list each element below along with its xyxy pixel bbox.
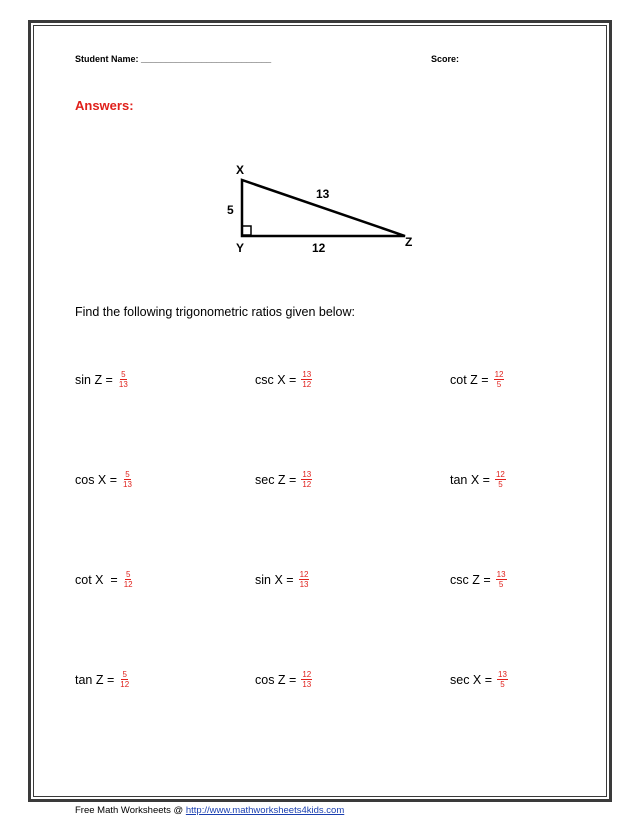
ratio-label: cos Z =	[255, 672, 297, 687]
answer-fraction	[122, 470, 133, 489]
answer-fraction	[118, 370, 129, 389]
side-xy-label: 5	[227, 203, 234, 217]
ratio-label: cot X =	[75, 572, 118, 587]
fraction-denominator: 13	[123, 480, 132, 489]
ratio-label: csc Z =	[450, 572, 491, 587]
vertex-x-label: X	[236, 163, 245, 177]
answer-fraction	[123, 570, 134, 589]
side-xz-label: 13	[316, 187, 330, 201]
answer-fraction	[497, 670, 508, 689]
ratio-label: tan X =	[450, 472, 490, 487]
fraction-denominator: 13	[118, 380, 128, 389]
fraction-denominator: 13	[302, 680, 312, 689]
fraction-numerator: 13	[302, 370, 312, 379]
footer-text: Free Math Worksheets @	[75, 805, 186, 816]
footer	[75, 805, 344, 816]
ratio-item	[450, 370, 504, 389]
ratio-label: sec Z =	[255, 472, 297, 487]
fraction-denominator: 5	[496, 380, 502, 389]
fraction-numerator: 13	[302, 470, 312, 479]
answer-fraction	[496, 570, 507, 589]
fraction-denominator: 12	[120, 680, 130, 689]
side-yz-label: 12	[312, 241, 326, 255]
fraction-denominator: 5	[500, 680, 505, 689]
ratio-label: cos X =	[75, 472, 118, 487]
ratio-label: sin X =	[255, 572, 294, 587]
footer-link[interactable]: http://www.mathworksheets4kids.com	[185, 805, 345, 816]
answer-fraction	[301, 670, 312, 689]
vertex-y-label: Y	[236, 241, 245, 255]
answers-heading: Answers:	[75, 98, 134, 113]
ratio-label: sin Z =	[75, 372, 113, 387]
answer-fraction	[495, 470, 506, 489]
fraction-numerator: 5	[122, 670, 127, 679]
ratio-item	[450, 670, 508, 689]
fraction-numerator: 13	[496, 570, 506, 579]
answer-fraction	[301, 470, 312, 489]
fraction-numerator: 12	[494, 370, 504, 379]
answer-fraction	[301, 370, 312, 389]
fraction-numerator: 5	[125, 470, 130, 479]
ratio-item	[255, 670, 312, 689]
fraction-denominator: 12	[302, 380, 312, 389]
ratio-item	[255, 370, 312, 389]
answer-fraction	[494, 370, 505, 389]
ratio-item	[75, 570, 134, 589]
ratio-item	[255, 470, 312, 489]
student-name-label: Student Name: __________________________	[75, 54, 272, 64]
right-angle-marker	[242, 226, 251, 235]
ratio-label: sec X =	[450, 672, 493, 687]
ratio-item	[75, 670, 130, 689]
answer-fraction	[299, 570, 310, 589]
fraction-numerator: 12	[299, 570, 309, 579]
ratio-label: cot Z =	[450, 372, 489, 387]
right-triangle-diagram	[222, 160, 422, 260]
fraction-denominator: 12	[302, 480, 312, 489]
fraction-numerator: 12	[302, 670, 312, 679]
fraction-denominator: 5	[498, 480, 503, 489]
ratio-item	[255, 570, 309, 589]
fraction-numerator: 5	[121, 370, 126, 379]
vertex-z-label: Z	[405, 235, 413, 249]
ratio-label: csc X =	[255, 372, 297, 387]
ratio-label: tan Z =	[75, 672, 115, 687]
ratio-item	[450, 570, 507, 589]
fraction-numerator: 13	[498, 670, 507, 679]
fraction-denominator: 13	[299, 580, 309, 589]
ratio-item	[75, 470, 133, 489]
fraction-numerator: 12	[495, 470, 505, 479]
answer-fraction	[119, 670, 130, 689]
fraction-denominator: 12	[123, 580, 133, 589]
instructions-text: Find the following trigonometric ratios given below:	[75, 305, 355, 319]
fraction-denominator: 5	[498, 580, 504, 589]
fraction-numerator: 5	[125, 570, 131, 579]
ratio-item	[75, 370, 129, 389]
ratio-item	[450, 470, 506, 489]
score-label: Score:	[431, 54, 460, 64]
